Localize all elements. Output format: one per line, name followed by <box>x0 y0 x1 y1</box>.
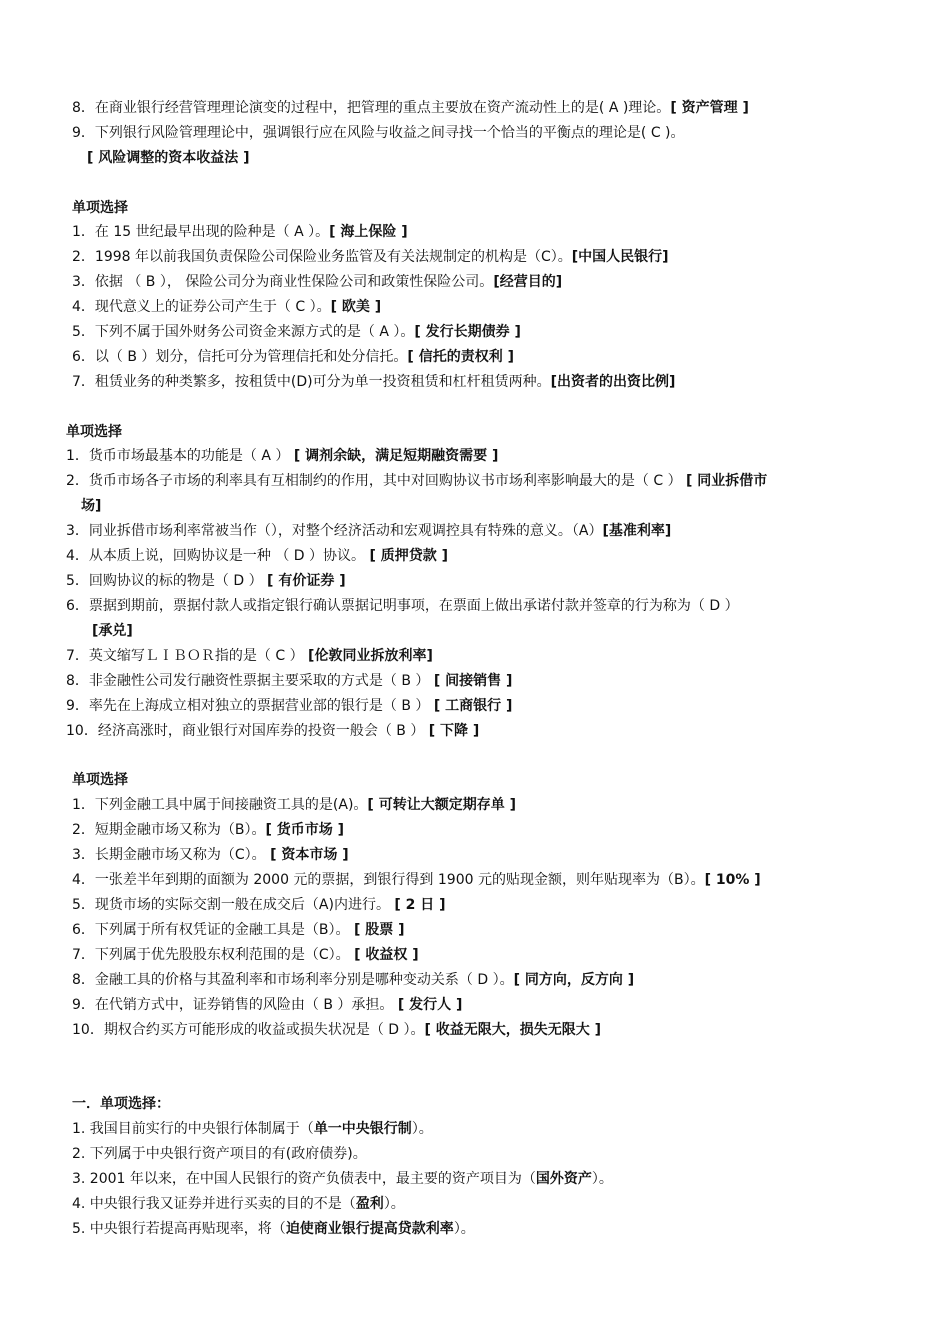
question-text: 5. 中央银行若提高再贴现率，将（ <box>72 1221 286 1237</box>
answer-bold: 单项选择 <box>72 200 128 216</box>
text-line <box>87 148 250 168</box>
answer-bold: [ 同方向，反方向 ] <box>513 972 635 988</box>
question-text: 4．一张差半年到期的面额为 2000 元的票据，到银行得到 1900 元的贴现金额，则年贴现率为（B）。 <box>72 872 705 888</box>
text-line <box>72 372 675 392</box>
answer-bold: [出资者的出资比例] <box>550 374 676 390</box>
answer-bold: [ 资产管理 ] <box>670 100 749 116</box>
question-text: 6．以（ B ）划分，信托可分为管理信托和处分信托。 <box>72 349 408 365</box>
question-text: 3．长期金融市场又称为（C）。 <box>72 847 271 863</box>
answer-bold: [中国人民银行] <box>571 249 669 265</box>
answer-bold: [ 收益权 ] <box>354 947 419 963</box>
text-line <box>72 970 634 990</box>
answer-bold: [ 信托的责权利 ] <box>407 349 514 365</box>
text-line <box>72 920 405 940</box>
answer-bold: [ 发行长期债券 ] <box>414 324 521 340</box>
answer-bold: [ 欧美 ] <box>330 299 382 315</box>
answer-bold: [ 间接销售 ] <box>433 673 513 689</box>
answer-bold: 盈利 <box>355 1196 384 1212</box>
answer-bold: 迫使商业银行提高贷款利率 <box>285 1221 454 1237</box>
text-line <box>72 1144 367 1164</box>
text-line <box>81 496 101 516</box>
answer-bold: 场] <box>81 498 102 514</box>
question-text: 6．下列属于所有权凭证的金融工具是（B）。 <box>72 922 354 938</box>
question-text: 1．在 15 世纪最早出现的险种是（ A ）。 <box>72 224 330 240</box>
question-text: 3．依据 （ B ）， 保险公司分为商业性保险公司和政策性保险公司。 <box>72 274 494 290</box>
answer-bold: [ 可转让大额定期存单 ] <box>367 797 516 813</box>
text-line <box>72 123 685 143</box>
text-line <box>66 422 122 442</box>
answer-bold: 单项选择 <box>66 424 122 440</box>
text-line <box>66 646 433 666</box>
question-text: 9．下列银行风险管理理论中，强调银行应在风险与收益之间寻找一个恰当的平衡点的理论是( C )。 <box>72 125 685 141</box>
text-line <box>66 446 498 466</box>
answer-bold: 单项选择 <box>72 772 128 788</box>
text-line <box>66 671 512 691</box>
question-text: 5．下列不属于国外财务公司资金来源方式的是（ A ）。 <box>72 324 415 340</box>
text-line <box>72 845 349 865</box>
answer-bold: [ 风险调整的资本收益法 ] <box>87 150 250 166</box>
question-text: 9．在代销方式中，证券销售的风险由（ B ）承担。 <box>72 997 398 1013</box>
question-text: 3．同业拆借市场利率常被当作（），对整个经济活动和宏观调控具有特殊的意义。（A） <box>66 523 603 539</box>
question-text: 1．下列金融工具中属于间接融资工具的是(A)。 <box>72 797 368 813</box>
question-text: 8．在商业银行经营管理理论演变的过程中，把管理的重点主要放在资产流动性上的是( A )理论。 <box>72 100 671 116</box>
text-line <box>72 795 516 815</box>
text-line <box>66 596 739 616</box>
text-line <box>72 770 128 790</box>
answer-bold: [ 同业拆借市 <box>686 473 768 489</box>
answer-bold: [伦敦同业拆放利率] <box>308 648 433 664</box>
text-line <box>66 521 671 541</box>
text-line <box>66 471 767 491</box>
text-line <box>72 1219 475 1239</box>
text-line <box>72 347 514 367</box>
question-text: 6．票据到期前，票据付款人或指定银行确认票据记明事项，在票面上做出承诺付款并签章的行为称为（ D ） <box>66 598 739 614</box>
text-line <box>66 721 479 741</box>
answer-bold: 国外资产 <box>535 1171 592 1187</box>
question-text: 8．非金融性公司发行融资性票据主要采取的方式是（ B ） <box>66 673 434 689</box>
answer-bold: [ 股票 ] <box>353 922 405 938</box>
answer-bold: [ 10% ] <box>704 872 761 888</box>
text-line <box>72 1194 405 1214</box>
text-line <box>72 995 462 1015</box>
answer-bold: [ 工商银行 ] <box>433 698 513 714</box>
answer-bold: [ 收益无限大，损失无限大 ] <box>424 1022 602 1038</box>
question-text: 2．1998 年以前我国负责保险公司保险业务监管及有关法规制定的机构是（C）。 <box>72 249 572 265</box>
answer-bold: [ 发行人 ] <box>397 997 463 1013</box>
question-text: 8．金融工具的价格与其盈利率和市场利率分别是哪种变动关系（ D ）。 <box>72 972 514 988</box>
question-text: ）。 <box>591 1171 613 1187</box>
text-line <box>66 696 512 716</box>
question-text: 2. 下列属于中央银行资产项目的有(政府债券)。 <box>72 1146 367 1162</box>
answer-bold: [ 资本市场 ] <box>270 847 349 863</box>
text-line <box>72 297 381 317</box>
question-text: 3. 2001 年以来，在中国人民银行的资产负债表中，最主要的资产项目为（ <box>72 1171 536 1187</box>
answer-bold: [ 2 日 ] <box>394 897 446 913</box>
question-text: 4．从本质上说，回购协议是一种 （ D ）协议。 <box>66 548 370 564</box>
answer-bold: 一．单项选择： <box>72 1096 170 1112</box>
text-line <box>72 1094 170 1114</box>
question-text: ）。 <box>453 1221 475 1237</box>
text-line <box>72 1020 601 1040</box>
text-line <box>72 98 749 118</box>
question-text: 2．短期金融市场又称为（B）。 <box>72 822 266 838</box>
answer-bold: [ 下降 ] <box>428 723 480 739</box>
question-text: 4. 中央银行我又证券并进行买卖的目的不是（ <box>72 1196 356 1212</box>
answer-bold: [承兑] <box>92 623 133 639</box>
text-line <box>72 222 408 242</box>
question-text: 7．下列属于优先股股东权利范围的是（C）。 <box>72 947 355 963</box>
text-line <box>72 1119 433 1139</box>
text-line <box>72 820 344 840</box>
question-text: 10．期权合约买方可能形成的收益或损失状况是（ D ）。 <box>72 1022 425 1038</box>
question-text: 5．回购协议的标的物是（ D ） <box>66 573 268 589</box>
text-line <box>72 945 419 965</box>
answer-bold: [ 有价证券 ] <box>267 573 346 589</box>
answer-bold: [ 质押贷款 ] <box>369 548 449 564</box>
text-line <box>72 272 562 292</box>
answer-bold: [ 海上保险 ] <box>329 224 408 240</box>
question-text: 4．现代意义上的证券公司产生于（ C ）。 <box>72 299 331 315</box>
question-text: 5．现货市场的实际交割一般在成交后（A)内进行。 <box>72 897 395 913</box>
question-text: 7．英文缩写ＬＩＢＯＲ指的是（ C ） <box>66 648 309 664</box>
text-line <box>72 1169 613 1189</box>
text-line <box>92 621 133 641</box>
question-text: 1. 我国目前实行的中央银行体制属于（ <box>72 1121 314 1137</box>
question-text: 1．货币市场最基本的功能是（ A ） <box>66 448 294 464</box>
text-line <box>72 870 761 890</box>
answer-bold: [ 货币市场 ] <box>265 822 345 838</box>
text-line <box>72 198 128 218</box>
question-text: 10．经济高涨时，商业银行对国库券的投资一般会（ B ） <box>66 723 429 739</box>
text-line <box>66 546 448 566</box>
question-text: ）。 <box>411 1121 433 1137</box>
question-text: 2．货币市场各子市场的利率具有互相制约的作用，其中对回购协议书市场利率影响最大的是（ C ） <box>66 473 687 489</box>
answer-bold: [经营目的] <box>493 274 563 290</box>
text-line <box>72 322 521 342</box>
text-line <box>72 247 669 267</box>
text-line <box>66 571 346 591</box>
answer-bold: [基准利率] <box>602 523 672 539</box>
question-text: ）。 <box>383 1196 405 1212</box>
question-text: 9．率先在上海成立相对独立的票据营业部的银行是（ B ） <box>66 698 434 714</box>
text-line <box>72 895 446 915</box>
answer-bold: 单一中央银行制 <box>313 1121 412 1137</box>
question-text: 7．租赁业务的种类繁多，按租赁中(D)可分为单一投资租赁和杠杆租赁两种。 <box>72 374 551 390</box>
answer-bold: [ 调剂余缺，满足短期融资需要 ] <box>293 448 499 464</box>
